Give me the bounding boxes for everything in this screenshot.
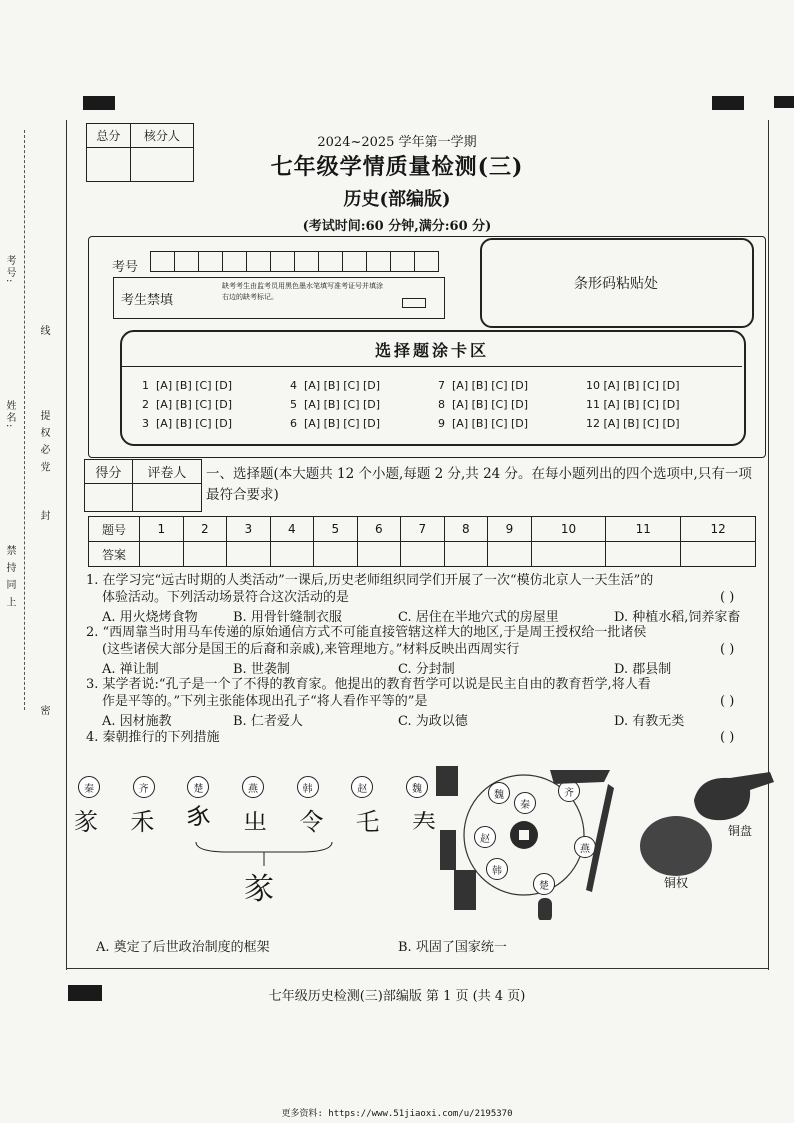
answer-card-options[interactable]: [A] [B] [C] [D]: [603, 398, 680, 411]
side-field-note-a: 禁 持 同 上: [4, 545, 15, 609]
state-label: 楚: [187, 776, 209, 798]
answer-cell[interactable]: [444, 542, 488, 567]
question-4-paren: ( ): [720, 730, 735, 745]
answer-card-row[interactable]: [142, 395, 290, 414]
more-resources-link[interactable]: 更多资料: https://www.51jiaoxi.com/u/2195370: [281, 1109, 513, 1119]
forbid-note: 缺考考生由监考员用黑色墨水笔填写准考证号并填涂右边的缺考标记。: [222, 282, 383, 301]
question-4-option-a[interactable]: A. 奠定了后世政治制度的框架: [96, 940, 270, 955]
state-glyph: 㞢: [242, 808, 267, 836]
unified-glyph: 㒸: [244, 872, 274, 907]
question-1-paren: ( ): [720, 590, 735, 605]
exam-no-digit-box[interactable]: [247, 251, 271, 272]
answer-cell[interactable]: [531, 542, 606, 567]
barcode-label: 条形码粘贴处: [574, 276, 658, 292]
state-label: 秦: [78, 776, 100, 798]
answer-card-title: 选择题涂卡区: [374, 341, 489, 360]
state-label: 燕: [242, 776, 264, 798]
answer-card-number: 1: [142, 379, 149, 392]
answer-card-number: 10: [586, 379, 600, 392]
answer-table-col: 4: [270, 517, 314, 542]
side-field-name: 姓名:: [4, 400, 15, 430]
question-3-option-d[interactable]: D. 有教无类: [614, 714, 685, 729]
answer-cell[interactable]: [270, 542, 314, 567]
side-field-note-b: 提 权 必 党: [38, 410, 49, 474]
state-glyph: 𧰨: [186, 802, 211, 830]
state-glyph: 㒸: [74, 808, 98, 836]
answer-cell[interactable]: [227, 542, 271, 567]
answer-card-grid: [142, 376, 742, 433]
bronze-pan-label: 铜盘: [728, 824, 753, 838]
question-2-option-b[interactable]: B. 世袭制: [233, 662, 290, 677]
answer-card-options[interactable]: [A] [B] [C] [D]: [156, 379, 233, 392]
answer-cell[interactable]: [183, 542, 227, 567]
answer-card-number: 2: [142, 398, 149, 411]
question-2-option-d[interactable]: D. 郡县制: [614, 662, 672, 677]
exam-no-digit-box[interactable]: [150, 251, 175, 272]
question-1-stem-line1: 1. 在学习完“远古时期的人类活动”一课后,历史老师组织同学们开展了一次“模仿北京人一天生活”的: [86, 573, 654, 588]
registration-mark-top-left: [83, 96, 115, 110]
answer-card-number: 11: [586, 398, 600, 411]
subject-title: 历史(部编版): [343, 189, 451, 210]
answer-card-row[interactable]: [290, 395, 438, 414]
ring-state-label: 魏: [488, 782, 510, 804]
question-1-option-c[interactable]: C. 居住在半地穴式的房屋里: [398, 610, 559, 625]
section-heading: 一、选择题(本大题共 12 个小题,每题 2 分,共 24 分。在每小题列出的四个选项中,只有一项最符合要求): [206, 466, 752, 503]
answer-cell[interactable]: [140, 542, 184, 567]
absent-mark-box[interactable]: [402, 298, 426, 308]
section-grader-label: 评卷人: [132, 460, 201, 484]
answer-table: [88, 516, 756, 567]
exam-no-digit-box[interactable]: [319, 251, 343, 272]
page-border-bottom: [66, 968, 768, 969]
answer-table-col: 7: [401, 517, 445, 542]
answer-card-number: 12: [586, 417, 600, 430]
question-1-stem-line2: 体验活动。下列活动场景符合这次活动的是: [102, 590, 350, 605]
answer-table-col: 8: [444, 517, 488, 542]
answer-card-row[interactable]: [586, 414, 734, 433]
answer-card-options[interactable]: [A] [B] [C] [D]: [304, 417, 381, 430]
ring-state-label: 楚: [533, 873, 555, 895]
state-label: 赵: [351, 776, 373, 798]
state-label: 韩: [297, 776, 319, 798]
exam-no-digit-box[interactable]: [223, 251, 247, 272]
exam-no-digit-box[interactable]: [367, 251, 391, 272]
state-glyph: 乇: [355, 808, 380, 836]
question-2-option-a[interactable]: A. 禅让制: [102, 662, 159, 677]
answer-cell[interactable]: [401, 542, 445, 567]
answer-card-row[interactable]: [142, 376, 290, 395]
page-border-left: [66, 120, 67, 970]
exam-no-digit-box[interactable]: [175, 251, 199, 272]
knife-coin-image: [540, 760, 620, 900]
bronze-weight-label: 铜权: [664, 876, 689, 890]
forbid-label: 考生禁填: [121, 293, 174, 308]
answer-card-row[interactable]: [290, 376, 438, 395]
answer-card-options[interactable]: [A] [B] [C] [D]: [603, 379, 680, 392]
ring-state-label: 齐: [558, 780, 580, 802]
section-score-box: [84, 459, 202, 512]
answer-cell[interactable]: [606, 542, 681, 567]
ring-state-label: 秦: [514, 792, 536, 814]
answer-table-col: 10: [531, 517, 606, 542]
section-score-cell[interactable]: [85, 484, 133, 512]
state-glyph: 禾: [130, 808, 155, 836]
answer-card-options[interactable]: [A] [B] [C] [D]: [304, 379, 381, 392]
checker-label: 核分人: [130, 124, 193, 148]
seal-char-line: 线: [38, 325, 49, 337]
answer-table-answer-label: 答案: [89, 542, 140, 567]
exam-no-digit-box[interactable]: [295, 251, 319, 272]
answer-card-row[interactable]: [438, 414, 586, 433]
exam-no-label: 考号: [112, 260, 139, 275]
answer-card-options[interactable]: [A] [B] [C] [D]: [156, 398, 233, 411]
question-4-option-b[interactable]: B. 巩固了国家统一: [398, 940, 507, 955]
page-border-right: [768, 120, 769, 970]
answer-table-col: 11: [606, 517, 681, 542]
question-2-option-c[interactable]: C. 分封制: [398, 662, 455, 677]
total-score-label: 总分: [87, 124, 131, 148]
answer-card-number: 5: [290, 398, 297, 411]
state-label: 魏: [406, 776, 428, 798]
exam-time-info: (考试时间:60 分钟,满分:60 分): [302, 219, 492, 234]
question-1-option-a[interactable]: A. 用火烧烤食物: [102, 610, 198, 625]
answer-card-row[interactable]: [586, 376, 734, 395]
side-field-exam-no: 考号:: [4, 255, 15, 285]
answer-table-col: 3: [227, 517, 271, 542]
exam-no-digit-box[interactable]: [391, 251, 415, 272]
question-3-stem-line1: 3. 某学者说:“孔子是一个了不得的教育家。他提出的教育哲学可以说是民主自由的教育哲学,将人看: [86, 677, 651, 692]
next-page-edge: [774, 96, 794, 108]
ring-state-label: 赵: [474, 826, 496, 848]
answer-table-col: 1: [140, 517, 184, 542]
seal-char-mi: 密: [38, 705, 49, 717]
page-footer: 七年级历史检测(三)部编版 第 1 页 (共 4 页): [268, 989, 526, 1004]
answer-card-number: 9: [438, 417, 445, 430]
answer-card-row[interactable]: [438, 395, 586, 414]
answer-card-number: 8: [438, 398, 445, 411]
answer-table-col: 2: [183, 517, 227, 542]
question-3-paren: ( ): [720, 694, 735, 709]
exam-no-digit-box[interactable]: [343, 251, 367, 272]
question-2-stem-line2: (这些诸侯大部分是国王的后裔和亲戚),来管理地方。”材料反映出西周实行: [102, 642, 520, 657]
question-3-option-b[interactable]: B. 仁者爱人: [233, 714, 303, 729]
ring-state-label: 燕: [574, 836, 596, 858]
school-year: 2024~2025 学年第一学期: [317, 135, 477, 150]
answer-card-row[interactable]: [142, 414, 290, 433]
answer-cell[interactable]: [488, 542, 532, 567]
answer-card-options[interactable]: [A] [B] [C] [D]: [452, 417, 529, 430]
answer-table-col: 12: [681, 517, 756, 542]
state-label: 齐: [133, 776, 155, 798]
question-3-option-c[interactable]: C. 为政以德: [398, 714, 468, 729]
answer-card-options[interactable]: [A] [B] [C] [D]: [304, 398, 381, 411]
question-4-stem: 4. 秦朝推行的下列措施: [86, 730, 220, 745]
answer-table-header-label: 题号: [89, 517, 140, 542]
question-2-stem-line1: 2. “西周靠当时用马车传递的原始通信方式不可能直接管辖这样大的地区,于是周王授权给一批诸侯: [86, 625, 647, 640]
script-figure: [74, 772, 438, 907]
section-grader-cell[interactable]: [132, 484, 201, 512]
answer-card-row[interactable]: [586, 395, 734, 414]
ring-state-label: 韩: [486, 858, 508, 880]
question-3-option-a[interactable]: A. 因材施教: [102, 714, 172, 729]
answer-card-divider: [122, 366, 742, 367]
state-glyph: 令: [299, 808, 324, 836]
answer-cell[interactable]: [357, 542, 401, 567]
answer-card-options[interactable]: [A] [B] [C] [D]: [603, 417, 680, 430]
exam-no-boxes[interactable]: [150, 251, 439, 272]
question-1-option-b[interactable]: B. 用骨针缝制衣服: [233, 610, 342, 625]
answer-card-options[interactable]: [A] [B] [C] [D]: [156, 417, 233, 430]
answer-card-number: 7: [438, 379, 445, 392]
registration-mark-top-right: [712, 96, 744, 110]
answer-cell[interactable]: [681, 542, 756, 567]
exam-no-digit-box[interactable]: [199, 251, 223, 272]
question-3-stem-line2: 作是平等的。”下列主张能体现出孔子“将人看作平等的”是: [102, 694, 428, 709]
answer-card-options[interactable]: [A] [B] [C] [D]: [452, 379, 529, 392]
answer-cell[interactable]: [314, 542, 358, 567]
answer-card-number: 3: [142, 417, 149, 430]
answer-card-options[interactable]: [A] [B] [C] [D]: [452, 398, 529, 411]
question-2-paren: ( ): [720, 642, 735, 657]
section-score-label: 得分: [85, 460, 133, 484]
seal-char-feng: 封: [38, 510, 49, 522]
answer-card-row[interactable]: [438, 376, 586, 395]
exam-no-digit-box[interactable]: [415, 251, 439, 272]
answer-card-number: 4: [290, 379, 297, 392]
question-1-option-d[interactable]: D. 种植水稻,饲养家畜: [614, 610, 741, 625]
bronze-weight-image: [636, 808, 716, 878]
answer-table-col: 5: [314, 517, 358, 542]
answer-table-col: 6: [357, 517, 401, 542]
exam-title: 七年级学情质量检测(三): [270, 154, 524, 180]
answer-card-number: 6: [290, 417, 297, 430]
exam-no-digit-box[interactable]: [271, 251, 295, 272]
answer-table-col: 9: [488, 517, 532, 542]
state-glyph: 𡗗: [411, 808, 436, 836]
answer-card-row[interactable]: [290, 414, 438, 433]
